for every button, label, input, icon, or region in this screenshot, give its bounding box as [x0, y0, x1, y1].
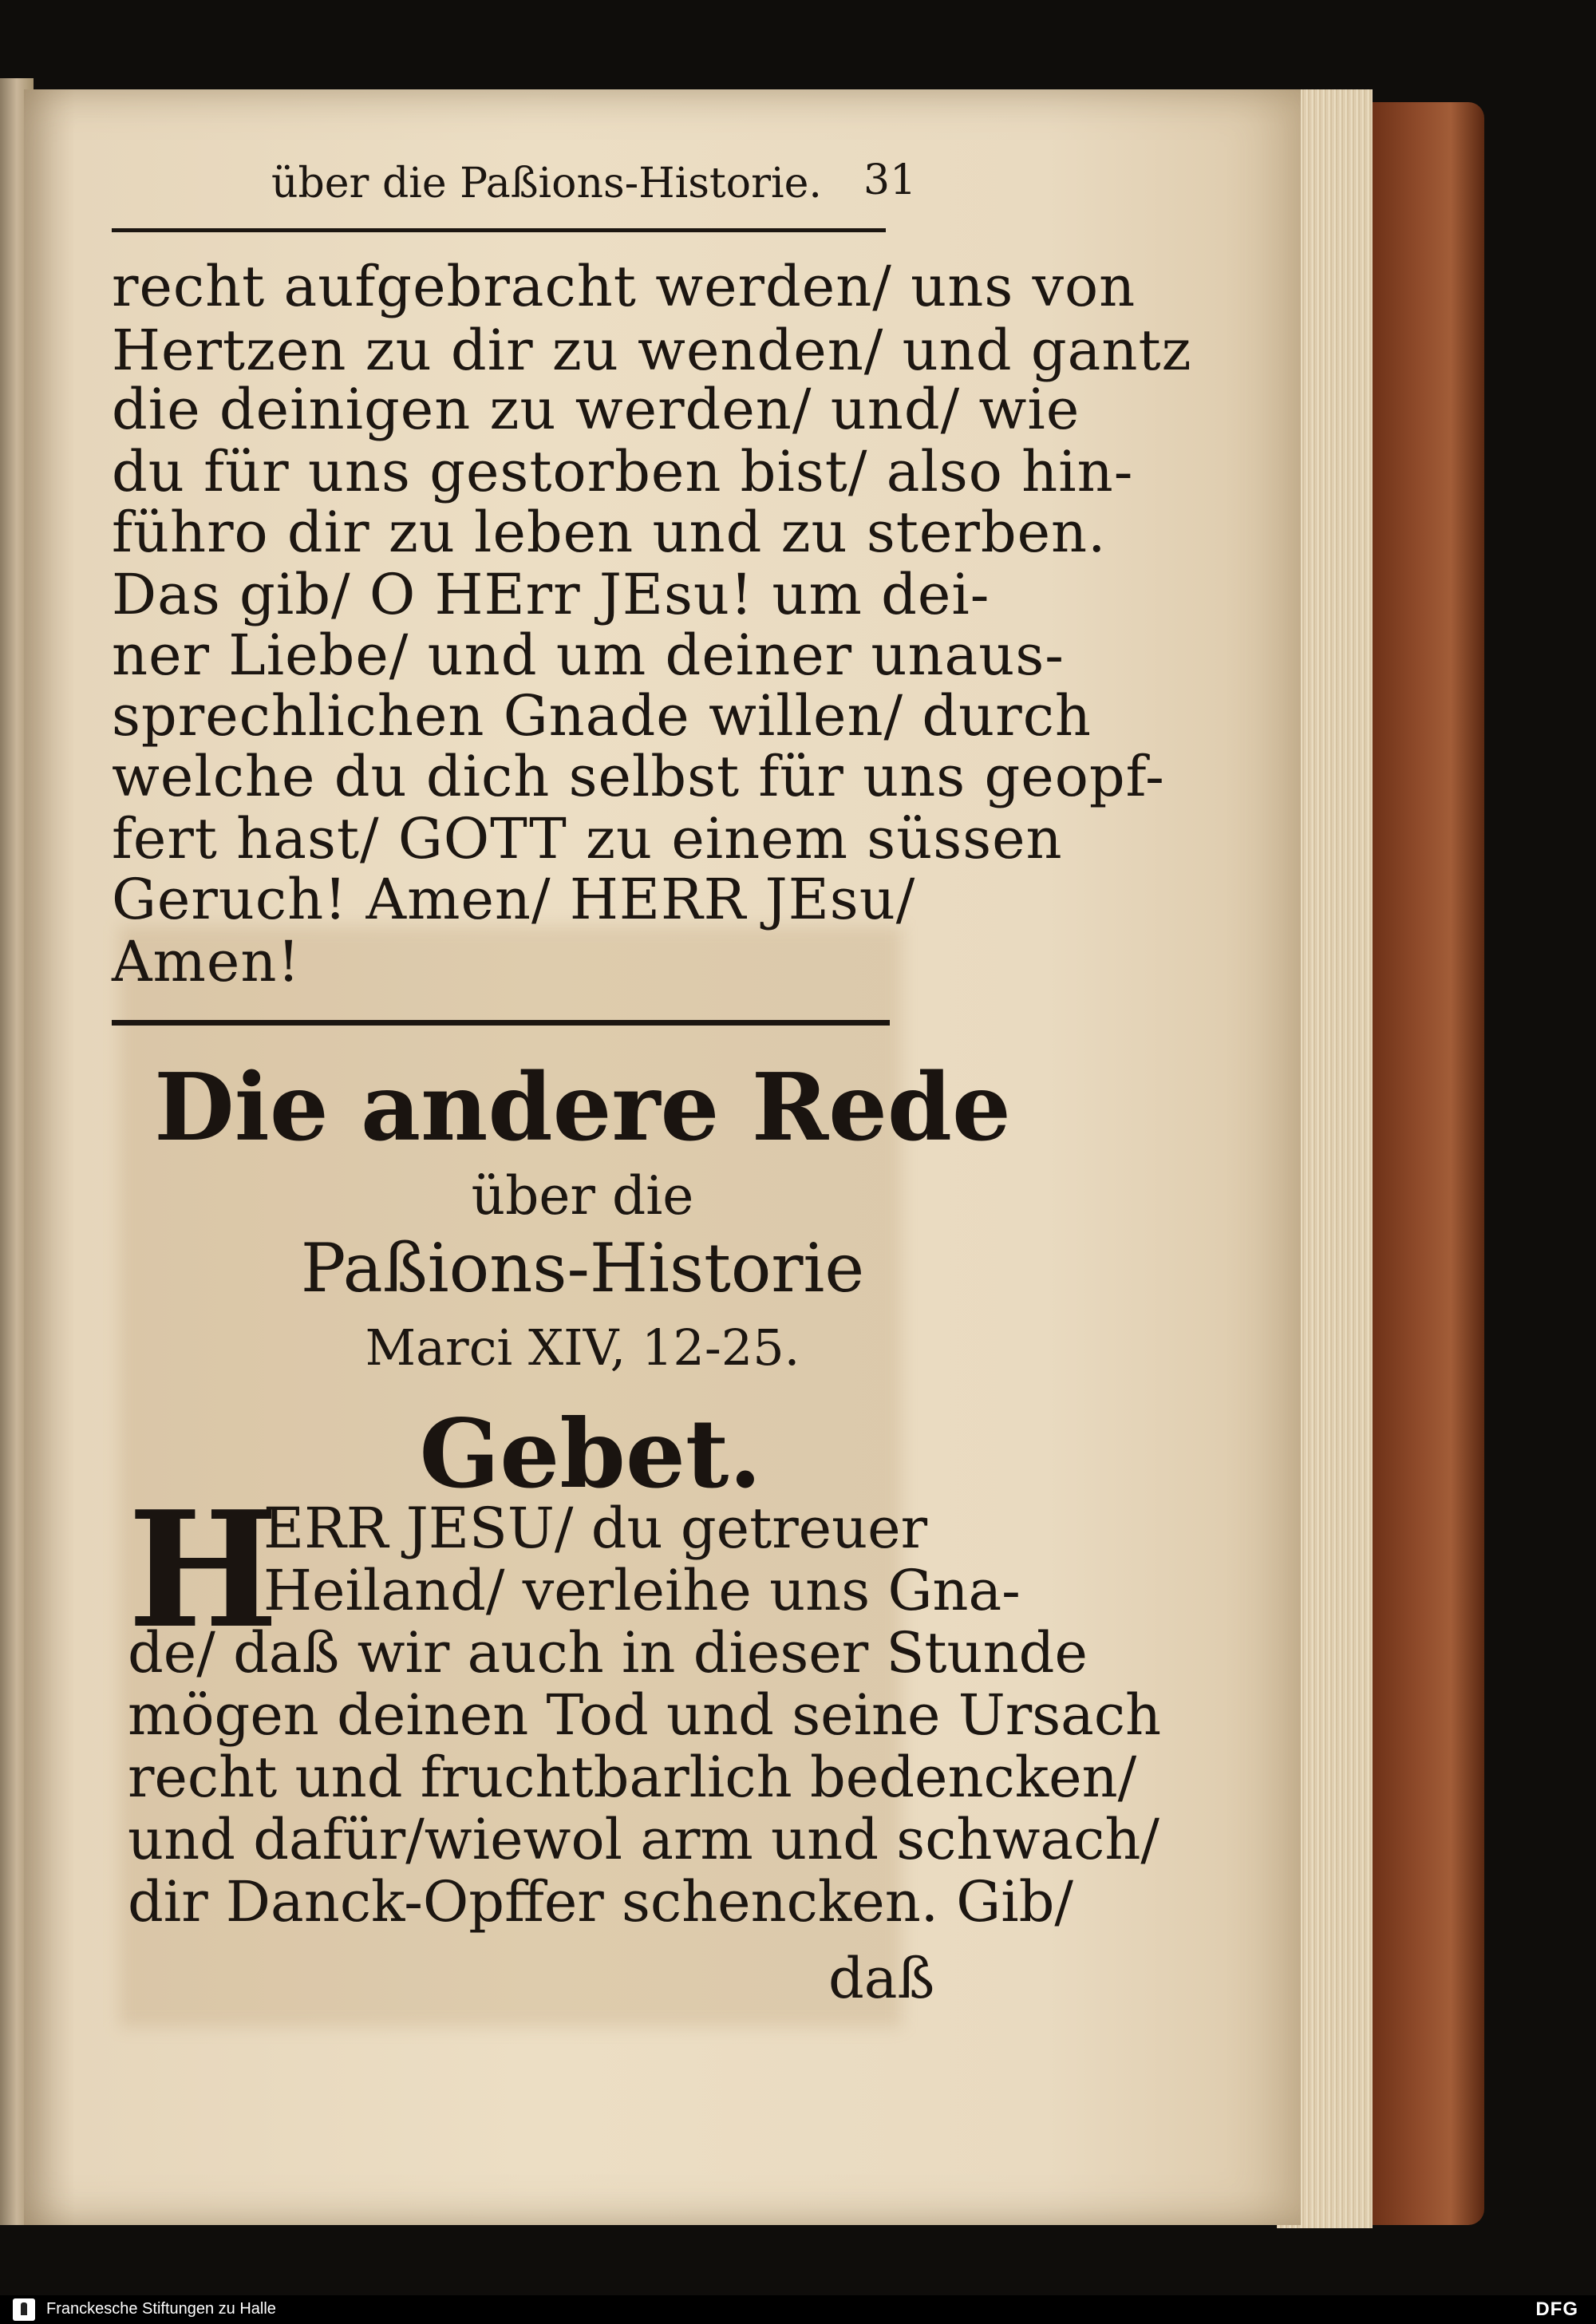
ornamental-initial: H	[128, 1476, 279, 1664]
scripture-reference: Marci XIV, 12-25.	[365, 1318, 800, 1377]
body-line: ner Liebe/ und um deiner unaus-	[112, 622, 1065, 688]
dfg-logo: DFG	[1535, 2298, 1578, 2320]
institution-logo-icon	[13, 2298, 35, 2321]
institution-name: Franckesche Stiftungen zu Halle	[46, 2300, 276, 2318]
prayer-title: Gebet.	[419, 1398, 762, 1509]
prayer-line: de/ daß wir auch in dieser Stunde	[128, 1620, 1088, 1686]
section-subheading-title: Paßions-Historie	[300, 1229, 865, 1307]
prayer-line: Heiland/ verleihe uns Gna-	[263, 1558, 1021, 1623]
section-heading: Die andere Rede	[154, 1053, 1011, 1162]
prayer-line: mögen deinen Tod und seine Ursach	[128, 1682, 1162, 1748]
catchword: daß	[828, 1946, 935, 2011]
body-line: Amen!	[112, 929, 301, 994]
footer-bar	[0, 2295, 1596, 2324]
body-line: Hertzen zu dir zu wenden/ und gantz	[112, 318, 1192, 383]
body-line: führo dir zu leben und zu sterben.	[112, 500, 1107, 565]
prayer-line: dir Danck-Opffer schencken. Gib/	[128, 1869, 1074, 1935]
body-line: recht aufgebracht werden/ uns von	[112, 254, 1136, 319]
book-cover	[1373, 102, 1484, 2225]
prayer-line: ERR JESU/ du getreuer	[263, 1496, 928, 1561]
page-number: 31	[863, 156, 917, 204]
body-line: die deinigen zu werden/ und/ wie	[112, 377, 1080, 442]
body-line: du für uns gestorben bist/ also hin-	[112, 439, 1134, 504]
section-divider	[112, 1020, 890, 1026]
prayer-line: recht und fruchtbarlich bedencken/	[128, 1745, 1137, 1810]
body-line: sprechlichen Gnade willen/ durch	[112, 683, 1092, 749]
body-line: welche du dich selbst für uns geopf-	[112, 744, 1165, 809]
body-line: fert hast/ GOTT zu einem süssen	[112, 806, 1063, 872]
prayer-line: und dafür/wiewol arm und schwach/	[128, 1807, 1160, 1872]
body-line: Geruch! Amen/ HERR JEsu/	[112, 867, 916, 932]
section-subheading: über die	[471, 1165, 694, 1227]
body-line: Das gib/ O HErr JEsu! um dei-	[112, 562, 990, 627]
running-header: über die Paßions-Historie.	[271, 160, 822, 208]
header-rule	[112, 228, 886, 232]
